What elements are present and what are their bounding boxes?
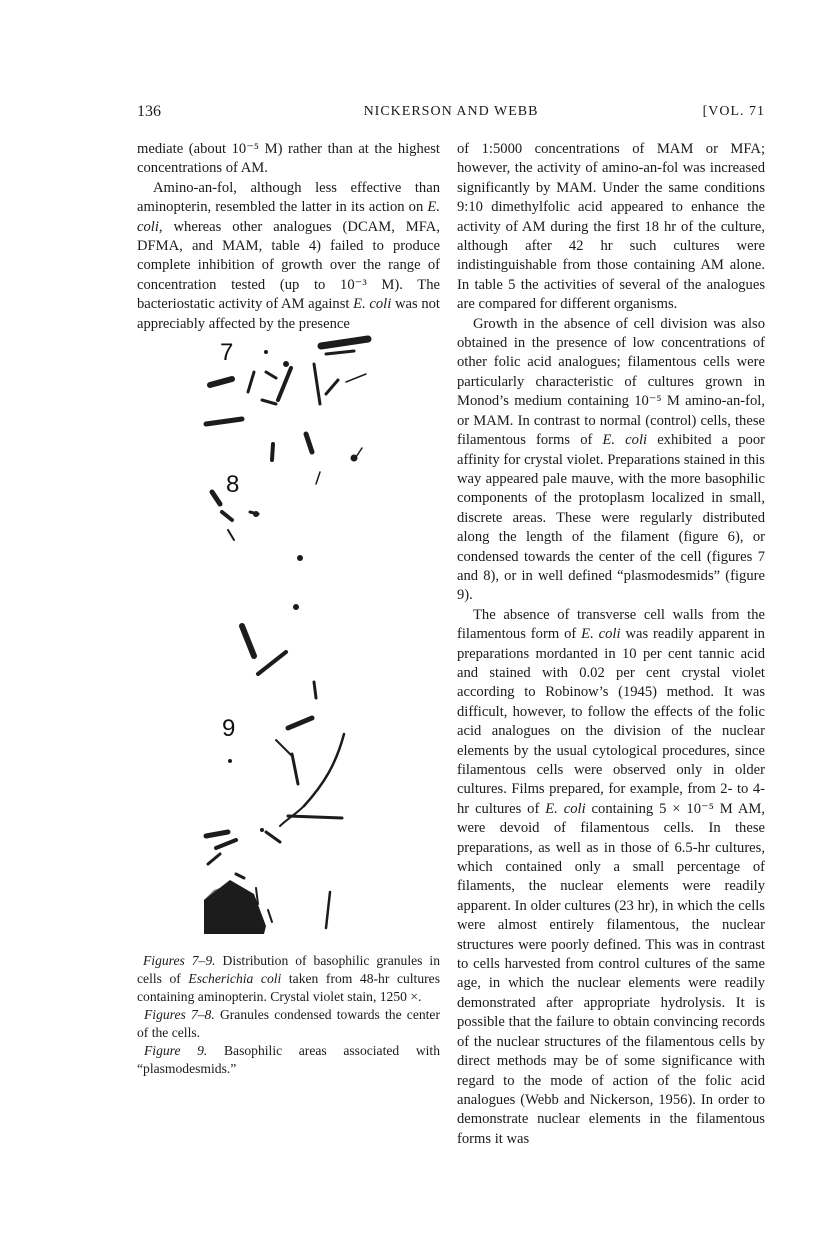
- text-run: , whereas other analogues (DCAM, MFA, DFMA, and MAM, table 4) failed to produce complete inhibition of growth over the range of concentration tested (up to 10⁻³ M). The bacteriostatic activity of AM against: [137, 218, 440, 313]
- species-name: E. coli: [581, 626, 621, 643]
- paragraph: of 1:5000 concentrations of MAM or MFA; however, the activity of amino-an-fol was increased significantly by MAM. Under the same conditions 9:10 dimethylfolic acid appeared to enhance the activity of AM during the first 18 hr of the culture, although after 42 hr such cultures were indistinguishable from those containing AM alone. In table 5 the activities of several of the analogues are compared for different organisms.: [457, 141, 765, 313]
- text-run: Granules condensed towards the center of the cells.: [137, 1007, 440, 1040]
- text-run: Growth in the absence of cell division was also obtained in the presence of low concentrations of other folic acid analogues; filamentous cells were particularly characteristic of cultures grown in Monod’s medium containing 10⁻⁵ M amino-an-fol, or MAM. In contrast to normal (control) cells, these filamentous forms of: [457, 315, 765, 449]
- species-name: E. coli: [353, 296, 392, 313]
- figure-label-9: 9: [222, 715, 236, 742]
- figure-caption: [137, 952, 440, 1078]
- text-run: exhibited a poor affinity for crystal violet. Preparations stained in this way appeared pale mauve, with the more basophilic components of the protoplasm localized in small, discrete areas. These were regularly distributed along the length of the filament (figure 6), or condensed towards the center of the cell (figures 7 and 8), or in well defined “plasmodesmids” (figure 9).: [457, 432, 765, 604]
- micrograph-figure: [196, 334, 376, 948]
- caption-label: Figures 7–9.: [143, 953, 216, 968]
- text-run: was readily apparent in preparations mordanted in 10 per cent tannic acid and stained with 0.02 per cent crystal violet according to Robinow’s (1945) method. It was difficult, however, to follow the effects of the folic acid analogues on the division of the nuclear elements by the usual cytological procedures, since filamentous cells were observed only in older cultures. Films prepared, for example, from 2- to 4-hr cultures of: [457, 626, 765, 817]
- micrograph-image: [196, 334, 376, 948]
- caption-line: [137, 952, 440, 1006]
- left-column: [137, 140, 440, 334]
- species-name: Escherichia coli: [188, 971, 282, 986]
- right-column: [457, 140, 765, 1149]
- caption-line: [137, 1042, 440, 1078]
- species-name: E. coli: [602, 432, 648, 449]
- paragraph: mediate (about 10⁻⁵ M) rather than at the highest concentrations of AM.: [137, 141, 440, 177]
- text-run: Distribution of basophilic granules in cells of: [137, 953, 440, 986]
- text-run: was not appreciably affected by the presence: [137, 296, 440, 332]
- paragraph: [457, 606, 765, 1149]
- species-name: E. coli: [545, 800, 586, 817]
- caption-label: Figure 9.: [144, 1043, 208, 1058]
- page-header: [137, 103, 765, 123]
- text-run: Basophilic areas associated with “plasmodesmids.”: [137, 1043, 441, 1076]
- paragraph: [137, 179, 440, 334]
- figure-label-8: 8: [226, 471, 240, 498]
- volume-label: [VOL. 71: [702, 104, 765, 119]
- page-number: 136: [137, 103, 161, 120]
- text-run: Amino-an-fol, although less effective than aminopterin, resembled the latter in its action on: [137, 179, 440, 216]
- text-run: taken from 48-hr cultures containing aminopterin. Crystal violet stain, 1250 ×.: [137, 971, 440, 1004]
- figure-label-7: 7: [220, 339, 234, 366]
- text-run: containing 5 × 10⁻⁵ M AM, were devoid of filamentous cells. In these preparations, as well as in those of 6.5-hr cultures, which contained only a small percentage of filaments, the nuclear elements were readily apparent. In older cultures (23 hr), in which the cells were almost entirely filamentous, the nuclear structures were poorly defined. This was in contrast to cells harvested from control cultures of the same age, in which the nuclear elements were readily demonstrated after appropriate hydrolysis. It is possible that the failure to obtain convincing records of the nuclear structures of the filamentous cells by direct methods may be of some significance with regard to the mode of action of the folic acid analogues (Webb and Nickerson, 1956). In order to demonstrate nuclear elements in the filamentous forms it was: [457, 800, 765, 1147]
- species-name: E. coli: [137, 199, 440, 235]
- paragraph: [457, 315, 765, 606]
- caption-label: Figures 7–8.: [144, 1007, 215, 1022]
- caption-line: [137, 1006, 440, 1042]
- text-run: The absence of transverse cell walls from the filamentous form of: [457, 606, 765, 643]
- running-title: NICKERSON AND WEBB: [363, 104, 539, 119]
